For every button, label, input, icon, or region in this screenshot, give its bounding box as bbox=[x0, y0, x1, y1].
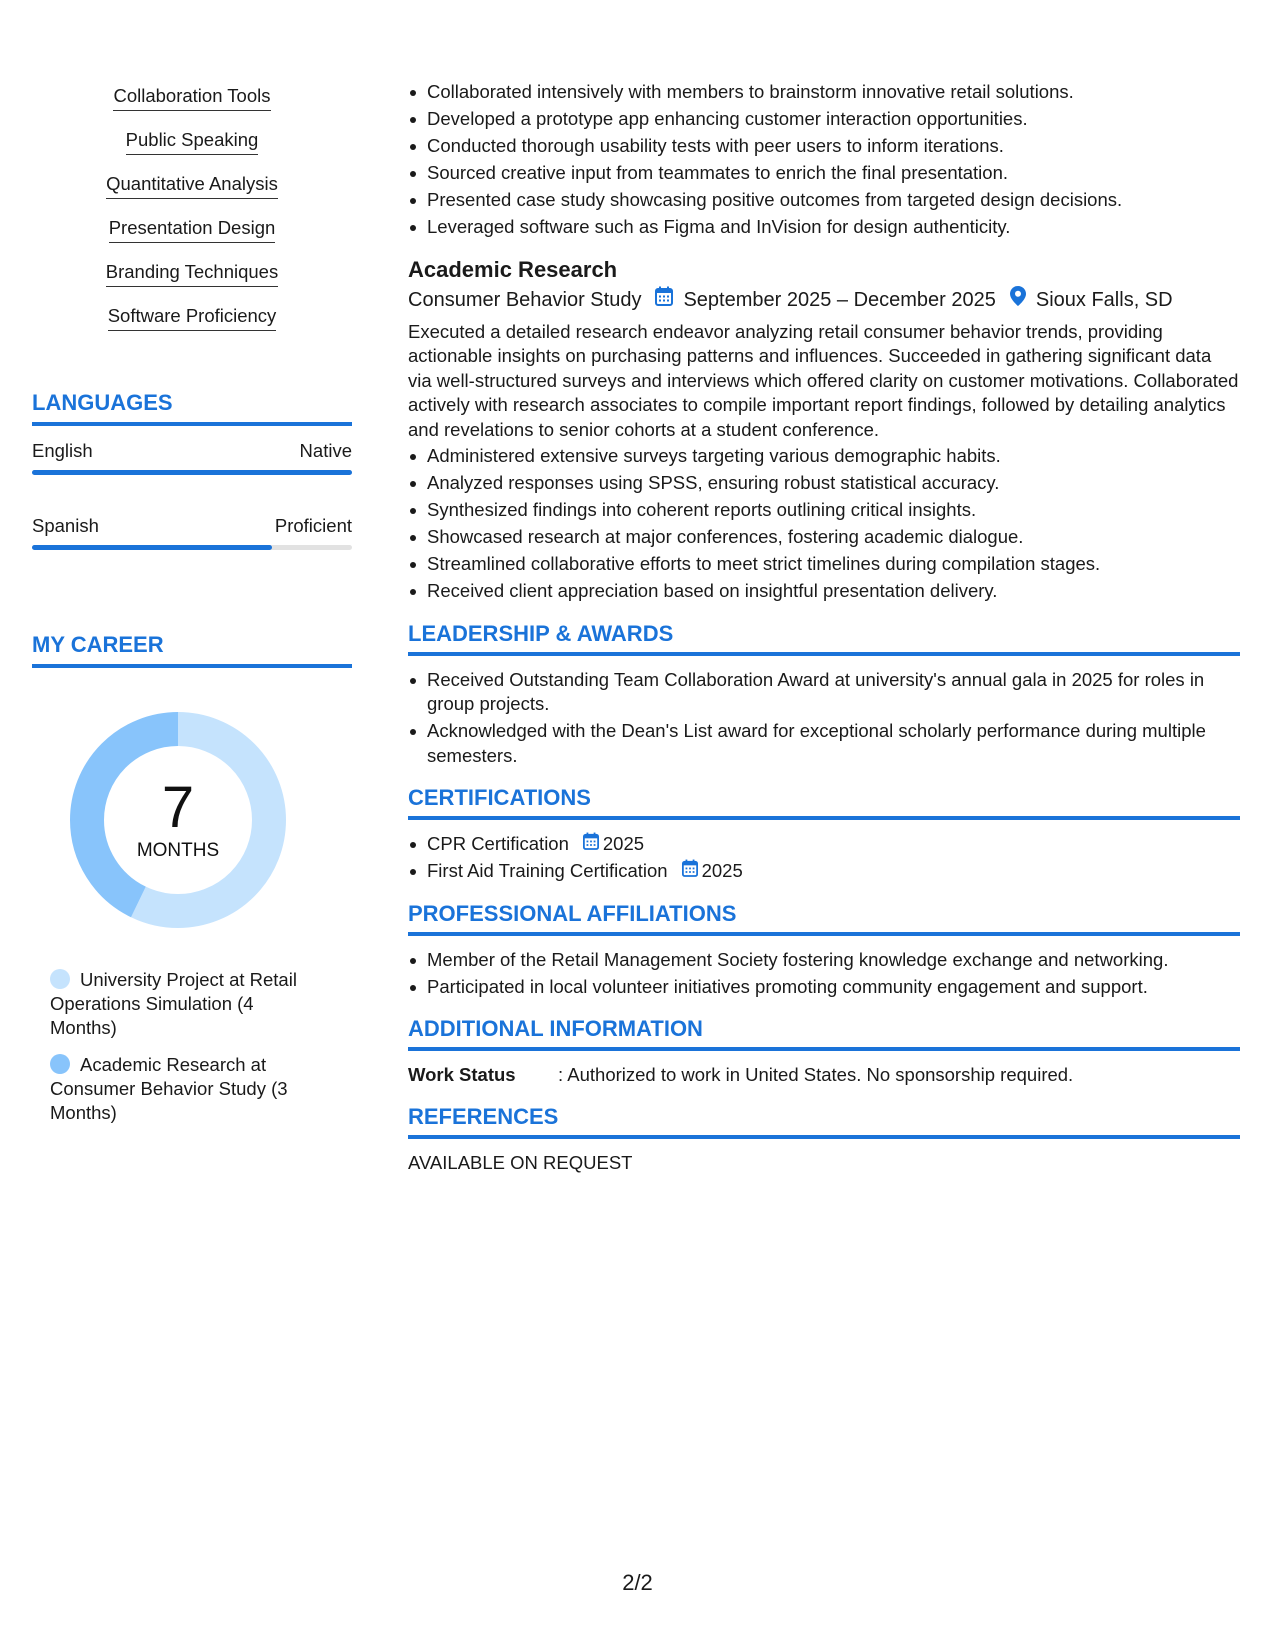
work-status-value: : Authorized to work in United States. No sponsorship required. bbox=[558, 1064, 1074, 1085]
career-donut-chart bbox=[66, 708, 290, 932]
left-column bbox=[32, 84, 352, 1123]
affiliations-list bbox=[408, 948, 1240, 1000]
skills-list bbox=[32, 84, 352, 348]
language-level: Native bbox=[299, 440, 352, 461]
right-column bbox=[408, 80, 1240, 1175]
career-section bbox=[32, 632, 352, 1123]
career-heading: MY CAREER bbox=[32, 632, 352, 668]
legend-label: University Project at Retail Operations Simulation (4 Months) bbox=[50, 969, 297, 1038]
list-item: Streamlined collaborative efforts to meet strict timelines during compilation stages. bbox=[408, 552, 1240, 577]
languages-heading: LANGUAGES bbox=[32, 390, 352, 426]
donut-total-value: 7 bbox=[161, 775, 195, 840]
additional-heading: ADDITIONAL INFORMATION bbox=[408, 1015, 1240, 1051]
research-dates: September 2025 – December 2025 bbox=[683, 288, 996, 311]
language-name: Spanish bbox=[32, 515, 99, 536]
legend-dot bbox=[50, 969, 70, 989]
leadership-list bbox=[408, 668, 1240, 769]
research-title: Academic Research bbox=[408, 256, 618, 282]
language-name: English bbox=[32, 440, 93, 461]
language-bar bbox=[32, 545, 352, 550]
skill-item: Collaboration Tools bbox=[113, 84, 270, 111]
legend-item bbox=[50, 968, 320, 1040]
skill-item: Quantitative Analysis bbox=[106, 172, 278, 199]
list-item: Administered extensive surveys targeting various demographic habits. bbox=[408, 444, 1240, 469]
research-bullets bbox=[408, 444, 1240, 604]
experience-bullets bbox=[408, 80, 1240, 240]
list-item: Showcased research at major conferences, fostering academic dialogue. bbox=[408, 525, 1240, 550]
page-indicator: 2/2 bbox=[622, 1570, 653, 1595]
list-item: Sourced creative input from teammates to enrich the final presentation. bbox=[408, 161, 1240, 186]
list-item: Conducted thorough usability tests with peer users to inform iterations. bbox=[408, 134, 1240, 159]
list-item bbox=[408, 859, 1240, 884]
career-legend bbox=[50, 968, 320, 1138]
donut-center bbox=[66, 708, 290, 932]
language-row bbox=[32, 440, 352, 462]
work-status-row bbox=[408, 1063, 1240, 1087]
donut-total-unit: MONTHS bbox=[136, 840, 220, 861]
skill-item: Branding Techniques bbox=[106, 260, 278, 287]
language-level: Proficient bbox=[274, 515, 352, 536]
leadership-heading: LEADERSHIP & AWARDS bbox=[408, 620, 1240, 656]
list-item: Collaborated intensively with members to brainstorm innovative retail solutions. bbox=[408, 80, 1240, 105]
list-item: Developed a prototype app enhancing customer interaction opportunities. bbox=[408, 107, 1240, 132]
calendar-icon bbox=[655, 286, 673, 314]
list-item: Member of the Retail Management Society fostering knowledge exchange and networking. bbox=[408, 948, 1240, 973]
research-organization: Consumer Behavior Study bbox=[408, 288, 642, 311]
calendar-icon bbox=[583, 832, 599, 857]
language-bar-fill bbox=[32, 470, 352, 475]
calendar-icon bbox=[682, 859, 698, 884]
research-location: Sioux Falls, SD bbox=[1035, 288, 1173, 311]
languages-section bbox=[32, 390, 352, 550]
skill-item: Public Speaking bbox=[126, 128, 259, 155]
list-item: Received client appreciation based on insightful presentation delivery. bbox=[408, 579, 1240, 604]
references-text: AVAILABLE ON REQUEST bbox=[408, 1152, 633, 1173]
certification-year: 2025 bbox=[602, 833, 645, 854]
list-item: Received Outstanding Team Collaboration Award at university's annual gala in 2025 for roles in group projects. bbox=[408, 668, 1240, 717]
legend-dot bbox=[50, 1054, 70, 1074]
location-pin-icon bbox=[1010, 286, 1026, 314]
skill-item: Presentation Design bbox=[109, 216, 276, 243]
list-item: Leveraged software such as Figma and InVision for design authenticity. bbox=[408, 215, 1240, 240]
work-status-label: Work Status bbox=[408, 1064, 516, 1085]
list-item: Synthesized findings into coherent reports outlining critical insights. bbox=[408, 498, 1240, 523]
certifications-list bbox=[408, 832, 1240, 884]
references-heading: REFERENCES bbox=[408, 1103, 1240, 1139]
list-item: Participated in local volunteer initiatives promoting community engagement and support. bbox=[408, 975, 1240, 1000]
list-item: Presented case study showcasing positive outcomes from targeted design decisions. bbox=[408, 188, 1240, 213]
legend-item bbox=[50, 1053, 320, 1125]
list-item: Acknowledged with the Dean's List award for exceptional scholarly performance during multiple semesters. bbox=[408, 719, 1240, 768]
skill-item: Software Proficiency bbox=[108, 304, 277, 331]
certifications-heading: CERTIFICATIONS bbox=[408, 784, 1240, 820]
legend-label: Academic Research at Consumer Behavior Study (3 Months) bbox=[50, 1054, 288, 1123]
research-meta bbox=[408, 286, 1240, 314]
list-item bbox=[408, 832, 1240, 857]
affiliations-heading: PROFESSIONAL AFFILIATIONS bbox=[408, 900, 1240, 936]
certification-name: First Aid Training Certification bbox=[427, 860, 668, 881]
language-bar-fill bbox=[32, 545, 272, 550]
language-row bbox=[32, 515, 352, 537]
list-item: Analyzed responses using SPSS, ensuring robust statistical accuracy. bbox=[408, 471, 1240, 496]
certification-name: CPR Certification bbox=[427, 833, 569, 854]
language-bar bbox=[32, 470, 352, 475]
research-summary: Executed a detailed research endeavor analyzing retail consumer behavior trends, providing actionable insights on purchasing patterns and influences. Succeeded in gathering significant data via well-structured surveys and interviews which offered clarity on customer motivations. Collaborated actively with research associates to compile important report findings, followed by detailing analytics and revelations to senior cohorts at a student conference. bbox=[408, 320, 1239, 440]
certification-year: 2025 bbox=[701, 860, 743, 881]
